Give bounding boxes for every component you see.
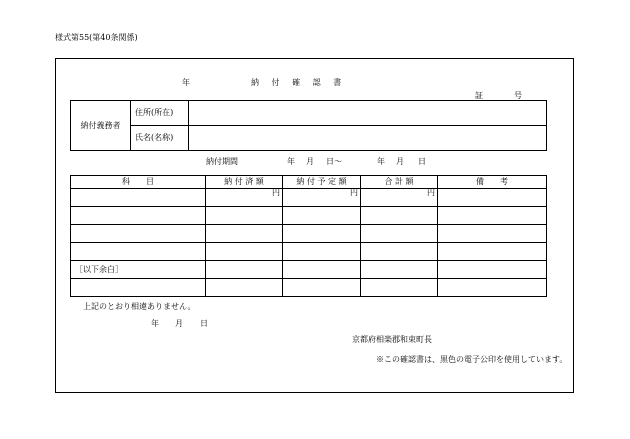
scheduled-cell[interactable] [283, 207, 361, 225]
issue-date-day: 日 [200, 319, 208, 328]
issuer-name: 京都府相楽郡和束町長 [352, 335, 432, 344]
subject-cell[interactable] [71, 225, 206, 243]
paid-cell[interactable] [206, 243, 283, 261]
header-paid: 納 付 済 額 [206, 176, 283, 189]
scheduled-cell[interactable] [283, 225, 361, 243]
table-row [71, 225, 547, 243]
total-cell[interactable] [361, 243, 438, 261]
period-to-year: 年 [377, 157, 385, 166]
subject-cell[interactable] [71, 243, 206, 261]
total-cell[interactable] [361, 279, 438, 297]
remarks-cell[interactable] [438, 207, 547, 225]
subject-cell[interactable] [71, 207, 206, 225]
form-number: 様式第55(第40条関係) [55, 33, 138, 42]
scheduled-cell[interactable] [283, 279, 361, 297]
paid-yen-unit: 円 [206, 189, 283, 207]
paid-cell[interactable] [206, 261, 283, 279]
obligor-label: 納付義務者 [71, 101, 131, 151]
payment-period-label: 納付期間 [206, 157, 238, 166]
remainder-label: ［以下余白］ [71, 261, 206, 279]
scheduled-yen-unit: 円 [283, 189, 361, 207]
remarks-cell[interactable] [438, 279, 547, 297]
remarks-cell[interactable] [438, 225, 547, 243]
total-cell[interactable] [361, 225, 438, 243]
cert-number-label: 号 [514, 91, 522, 100]
header-remarks: 備 考 [438, 176, 547, 189]
doc-title: 納 付 確 認 書 [251, 78, 347, 87]
header-scheduled: 納 付 予 定 額 [283, 176, 361, 189]
table-row [71, 261, 547, 279]
header-subject: 科 目 [71, 176, 206, 189]
doc-year-label: 年 [182, 78, 190, 87]
cert-label: 証 [475, 91, 483, 100]
remarks-cell[interactable] [438, 189, 547, 207]
table-row [71, 189, 547, 207]
subject-cell[interactable] [71, 189, 206, 207]
paid-cell[interactable] [206, 225, 283, 243]
issue-date-month: 月 [175, 319, 183, 328]
table-row [71, 207, 547, 225]
period-to-month: 月 [396, 157, 404, 166]
obligor-table [70, 100, 547, 151]
paid-cell[interactable] [206, 279, 283, 297]
subject-cell[interactable] [71, 279, 206, 297]
address-field[interactable] [189, 101, 547, 126]
remarks-cell[interactable] [438, 243, 547, 261]
seal-note: ※この確認書は、黒色の電子公印を使用しています。 [376, 355, 568, 364]
table-row [71, 243, 547, 261]
table-row [71, 279, 547, 297]
issue-date-year: 年 [151, 319, 159, 328]
remarks-cell[interactable] [438, 261, 547, 279]
period-from-day: 日〜 [326, 157, 342, 166]
total-cell[interactable] [361, 207, 438, 225]
scheduled-cell[interactable] [283, 261, 361, 279]
name-field[interactable] [189, 126, 547, 151]
period-to-day: 日 [418, 157, 426, 166]
period-from-year: 年 [287, 157, 295, 166]
paid-cell[interactable] [206, 207, 283, 225]
period-from-month: 月 [306, 157, 314, 166]
confirm-statement: 上記のとおり相違ありません。 [83, 302, 196, 311]
name-label: 氏名(名称) [131, 126, 189, 151]
total-yen-unit: 円 [361, 189, 438, 207]
scheduled-cell[interactable] [283, 243, 361, 261]
header-total: 合 計 額 [361, 176, 438, 189]
address-label: 住所(所在) [131, 101, 189, 126]
amount-table [70, 175, 547, 297]
total-cell[interactable] [361, 261, 438, 279]
